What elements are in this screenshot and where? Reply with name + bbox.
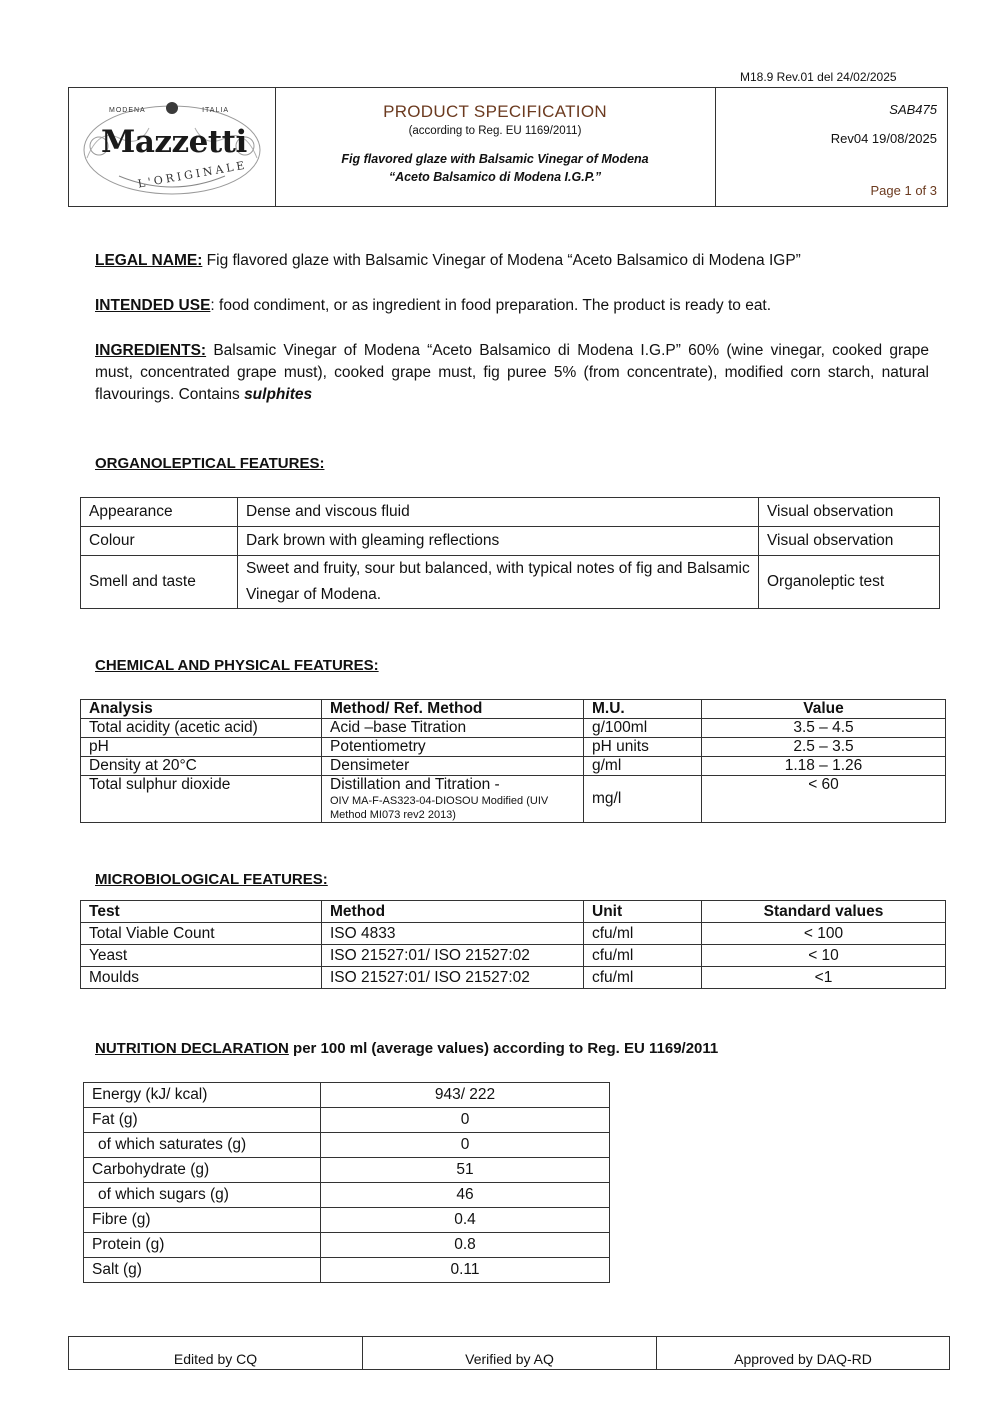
table-row bbox=[81, 776, 946, 823]
nutrition-table bbox=[83, 1082, 610, 1283]
revision-date: Rev04 19/08/2025 bbox=[830, 131, 937, 146]
mu-cell: mg/l bbox=[584, 776, 702, 823]
table-row bbox=[81, 738, 946, 757]
nutrient-value: 0 bbox=[321, 1108, 610, 1133]
method-cell: Visual observation bbox=[759, 527, 940, 556]
method-text: Distillation and Titration - bbox=[330, 776, 500, 793]
nutrient-label: Energy (kJ/ kcal) bbox=[84, 1083, 321, 1108]
page-number: Page 1 of 3 bbox=[870, 183, 937, 198]
method-cell: Densimeter bbox=[322, 757, 584, 776]
description-cell: Sweet and fruity, sour but balanced, with typical notes of fig and Balsamic Vinegar of Modena. bbox=[238, 556, 759, 609]
feature-cell: Colour bbox=[81, 527, 238, 556]
method-header: Method/ Ref. Method bbox=[322, 700, 584, 719]
nutrient-label: Protein (g) bbox=[84, 1233, 321, 1258]
logo-tagline-text: L'ORIGINALE bbox=[136, 158, 249, 191]
table-row bbox=[81, 556, 940, 609]
unit-cell: cfu/ml bbox=[584, 967, 702, 989]
unit-header: Unit bbox=[584, 901, 702, 923]
intended-use-label: INTENDED USE bbox=[95, 297, 211, 314]
test-cell: Total Viable Count bbox=[81, 923, 322, 945]
legal-name-label: LEGAL NAME: bbox=[95, 252, 203, 269]
spec-title: PRODUCT SPECIFICATION bbox=[383, 102, 607, 121]
micro-title: MICROBIOLOGICAL FEATURES: bbox=[95, 871, 328, 888]
logo-italia-text: ITALIA bbox=[202, 107, 229, 114]
nutrition-title bbox=[95, 1040, 718, 1057]
mazzetti-logo bbox=[79, 98, 265, 198]
table-row bbox=[84, 1108, 610, 1133]
revision-cell bbox=[715, 88, 947, 206]
product-name-line1: Fig flavored glaze with Balsamic Vinegar of Modena bbox=[341, 152, 649, 166]
table-row bbox=[81, 945, 946, 967]
nutrient-value: 0 bbox=[321, 1133, 610, 1158]
product-name-line2: “Aceto Balsamico di Modena I.G.P.” bbox=[388, 170, 602, 184]
spec-subtitle: (according to Reg. EU 1169/2011) bbox=[408, 125, 582, 137]
mu-cell: g/ml bbox=[584, 757, 702, 776]
standard-cell: <1 bbox=[702, 967, 946, 989]
test-cell: Yeast bbox=[81, 945, 322, 967]
standard-cell: < 100 bbox=[702, 923, 946, 945]
table-row bbox=[84, 1083, 610, 1108]
nutrient-label: of which saturates (g) bbox=[84, 1133, 321, 1158]
nutrient-value: 943/ 222 bbox=[321, 1083, 610, 1108]
value-cell: 3.5 – 4.5 bbox=[702, 719, 946, 738]
verified-by-cell: Verified by AQ bbox=[363, 1337, 657, 1370]
analysis-cell: pH bbox=[81, 738, 322, 757]
table-row bbox=[81, 498, 940, 527]
logo-cell bbox=[69, 88, 276, 206]
method-cell: Organoleptic test bbox=[759, 556, 940, 609]
analysis-cell: Total sulphur dioxide bbox=[81, 776, 322, 823]
method-cell bbox=[322, 776, 584, 823]
method-cell: ISO 21527:01/ ISO 21527:02 bbox=[322, 967, 584, 989]
table-row bbox=[84, 1183, 610, 1208]
table-row bbox=[81, 757, 946, 776]
ingredients-paragraph bbox=[95, 340, 929, 406]
description-cell: Dark brown with gleaming reflections bbox=[238, 527, 759, 556]
legal-name-text: Fig flavored glaze with Balsamic Vinegar of Modena “Aceto Balsamico di Modena IGP” bbox=[202, 252, 801, 269]
table-header-row bbox=[81, 901, 946, 923]
method-cell: ISO 21527:01/ ISO 21527:02 bbox=[322, 945, 584, 967]
feature-cell: Smell and taste bbox=[81, 556, 238, 609]
nutrient-label: of which sugars (g) bbox=[84, 1183, 321, 1208]
approved-by-cell: Approved by DAQ-RD bbox=[657, 1337, 950, 1370]
nutrient-value: 51 bbox=[321, 1158, 610, 1183]
table-row bbox=[84, 1258, 610, 1283]
title-cell bbox=[275, 88, 716, 206]
table-row bbox=[84, 1133, 610, 1158]
method-header: Method bbox=[322, 901, 584, 923]
nutrient-label: Salt (g) bbox=[84, 1258, 321, 1283]
table-row bbox=[69, 1337, 950, 1370]
standard-cell: < 10 bbox=[702, 945, 946, 967]
table-row bbox=[84, 1208, 610, 1233]
table-row bbox=[84, 1158, 610, 1183]
allergen-text: sulphites bbox=[244, 386, 313, 403]
chemical-title: CHEMICAL AND PHYSICAL FEATURES: bbox=[95, 657, 379, 674]
value-cell: < 60 bbox=[702, 776, 946, 823]
method-cell: Visual observation bbox=[759, 498, 940, 527]
organoleptic-title: ORGANOLEPTICAL FEATURES: bbox=[95, 455, 325, 472]
nutrient-value: 46 bbox=[321, 1183, 610, 1208]
value-cell: 1.18 – 1.26 bbox=[702, 757, 946, 776]
standard-header: Standard values bbox=[702, 901, 946, 923]
chemical-table bbox=[80, 699, 946, 823]
value-header: Value bbox=[702, 700, 946, 719]
product-code: SAB475 bbox=[889, 102, 937, 117]
ingredients-text: Balsamic Vinegar of Modena “Aceto Balsamico di Modena I.G.P” 60% (wine vinegar, cooked grape must, concentrated grape must), cooked grape must, fig puree 5% (from concentrate), modified corn starch, natural flavourings. Contains bbox=[95, 342, 929, 403]
nutrient-value: 0.4 bbox=[321, 1208, 610, 1233]
analysis-header: Analysis bbox=[81, 700, 322, 719]
document-reference: M18.9 Rev.01 del 24/02/2025 bbox=[740, 70, 897, 84]
table-row bbox=[81, 967, 946, 989]
microbiological-table bbox=[80, 900, 946, 989]
nutrition-title-underlined: NUTRITION DECLARATION bbox=[95, 1040, 289, 1057]
nutrient-label: Fibre (g) bbox=[84, 1208, 321, 1233]
method-cell: ISO 4833 bbox=[322, 923, 584, 945]
nutrient-value: 0.8 bbox=[321, 1233, 610, 1258]
table-row bbox=[84, 1233, 610, 1258]
method-cell: Acid –base Titration bbox=[322, 719, 584, 738]
header-box bbox=[68, 87, 948, 207]
description-cell: Dense and viscous fluid bbox=[238, 498, 759, 527]
method-note: OIV MA-F-AS323-04-DIOSOU Modified (UIV Method MI073 rev2 2013) bbox=[330, 795, 549, 821]
mu-cell: pH units bbox=[584, 738, 702, 757]
unit-cell: cfu/ml bbox=[584, 923, 702, 945]
edited-by-cell: Edited by CQ bbox=[69, 1337, 363, 1370]
nutrient-label: Carbohydrate (g) bbox=[84, 1158, 321, 1183]
table-header-row bbox=[81, 700, 946, 719]
signoff-footer bbox=[68, 1336, 950, 1370]
test-header: Test bbox=[81, 901, 322, 923]
unit-cell: cfu/ml bbox=[584, 945, 702, 967]
logo-modena-text: MODENA bbox=[109, 107, 146, 114]
logo-brand-text: Mazzetti bbox=[101, 124, 247, 160]
nutrient-label: Fat (g) bbox=[84, 1108, 321, 1133]
intended-use-paragraph bbox=[95, 295, 929, 317]
analysis-cell: Density at 20°C bbox=[81, 757, 322, 776]
table-row bbox=[81, 923, 946, 945]
ingredients-label: INGREDIENTS: bbox=[95, 342, 207, 359]
analysis-cell: Total acidity (acetic acid) bbox=[81, 719, 322, 738]
mu-header: M.U. bbox=[584, 700, 702, 719]
table-row bbox=[81, 527, 940, 556]
method-cell: Potentiometry bbox=[322, 738, 584, 757]
nutrient-value: 0.11 bbox=[321, 1258, 610, 1283]
mu-cell: g/100ml bbox=[584, 719, 702, 738]
intended-use-text: : food condiment, or as ingredient in food preparation. The product is ready to eat. bbox=[210, 297, 772, 314]
test-cell: Moulds bbox=[81, 967, 322, 989]
value-cell: 2.5 – 3.5 bbox=[702, 738, 946, 757]
nutrition-title-rest: per 100 ml (average values) according to Reg. EU 1169/2011 bbox=[288, 1040, 719, 1057]
legal-name-paragraph bbox=[95, 250, 929, 272]
feature-cell: Appearance bbox=[81, 498, 238, 527]
organoleptic-table bbox=[80, 497, 940, 609]
table-row bbox=[81, 719, 946, 738]
